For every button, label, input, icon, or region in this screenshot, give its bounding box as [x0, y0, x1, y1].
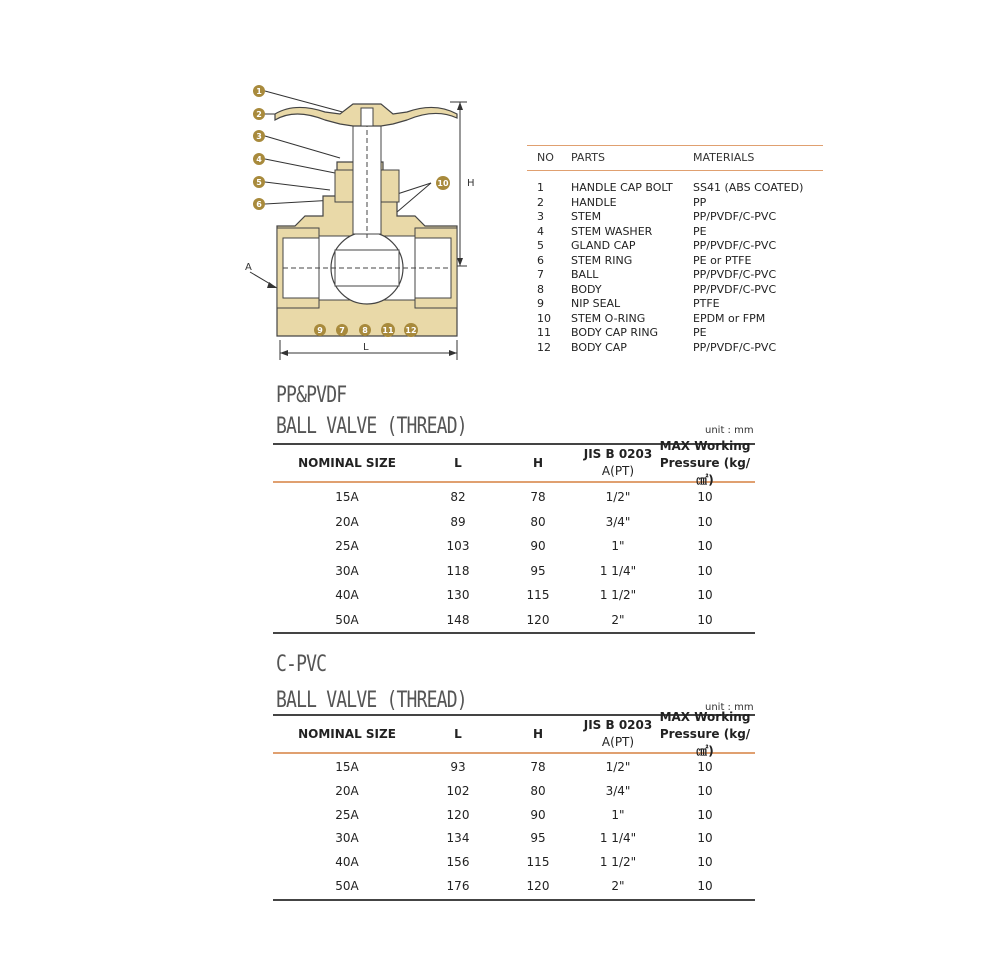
- part-material: PE: [693, 326, 707, 339]
- header-jis: JIS B 0203 A(PT): [583, 718, 653, 749]
- header-l: L: [454, 727, 462, 741]
- cell-size: 25A: [335, 539, 359, 553]
- parts-row: [527, 341, 823, 356]
- parts-rows: [527, 181, 823, 355]
- parts-row: [527, 297, 823, 312]
- cell-l: 134: [446, 831, 470, 846]
- parts-row: [527, 239, 823, 254]
- cell-pt: 1/2": [605, 760, 631, 774]
- table-row: [273, 608, 755, 633]
- cell-h: 115: [526, 855, 550, 870]
- callout-4: [253, 153, 265, 165]
- parts-row: [527, 268, 823, 283]
- section1-title1: PP&PVDF: [276, 383, 347, 408]
- cell-l: 82: [450, 490, 466, 504]
- table-row: [273, 851, 755, 875]
- cell-pressure: 10: [697, 831, 713, 846]
- cell-pt: 3/4": [605, 783, 631, 798]
- svg-text:6: 6: [256, 200, 262, 209]
- svg-text:12: 12: [405, 326, 417, 335]
- parts-table: [527, 145, 823, 355]
- dim-a-label: A: [245, 262, 252, 273]
- part-material: SS41 (ABS COATED): [693, 181, 804, 194]
- part-name: GLAND CAP: [571, 239, 636, 252]
- svg-text:2: 2: [256, 110, 262, 119]
- cell-l: 89: [450, 514, 466, 529]
- spec-table-1-body: [273, 483, 755, 632]
- header-l: L: [454, 456, 462, 470]
- callout-2: [253, 108, 265, 120]
- part-material: EPDM or FPM: [693, 311, 766, 325]
- callout-5: [253, 176, 265, 188]
- parts-row: [527, 283, 823, 298]
- header-parts: PARTS: [571, 151, 605, 164]
- cell-size: 30A: [335, 831, 359, 846]
- callout-9: [314, 324, 326, 336]
- callout-8: [359, 324, 371, 336]
- cell-h: 78: [530, 490, 546, 504]
- spec-table-2: [273, 709, 755, 901]
- part-no: 12: [537, 340, 551, 354]
- spec-table-1-header: [273, 438, 755, 487]
- svg-text:4: 4: [256, 155, 262, 164]
- cell-pt: 1 1/2": [599, 855, 637, 870]
- cell-size: 30A: [335, 563, 359, 578]
- cell-pressure: 10: [697, 514, 713, 529]
- cell-pressure: 10: [697, 760, 713, 774]
- cell-size: 40A: [335, 588, 359, 602]
- part-name: BODY CAP: [571, 340, 627, 354]
- cell-size: 15A: [335, 760, 359, 774]
- svg-text:1: 1: [256, 87, 262, 96]
- header-nominal: NOMINAL SIZE: [298, 456, 396, 470]
- dim-l-label: L: [363, 342, 369, 353]
- part-material: PP/PVDF/C-PVC: [693, 282, 777, 296]
- section2-title1: C-PVC: [276, 652, 327, 677]
- cell-pressure: 10: [697, 539, 713, 553]
- header-nominal: NOMINAL SIZE: [298, 727, 396, 741]
- table-row: [273, 510, 755, 535]
- part-material: PP/PVDF/C-PVC: [693, 268, 777, 281]
- svg-text:11: 11: [382, 326, 394, 335]
- part-name: STEM RING: [571, 253, 633, 267]
- spec-table-1: [273, 438, 755, 634]
- dim-h-label: H: [467, 178, 475, 189]
- part-no: 9: [537, 297, 544, 310]
- header-h: H: [532, 727, 544, 741]
- cell-pt: 1": [611, 539, 625, 553]
- part-no: 7: [537, 268, 544, 281]
- cell-h: 90: [530, 807, 546, 822]
- cell-pt: 1 1/4": [599, 831, 637, 846]
- table-row: [273, 559, 755, 584]
- cell-l: 102: [446, 783, 470, 798]
- table-row: [273, 485, 755, 510]
- svg-text:10: 10: [437, 179, 449, 188]
- cell-h: 78: [530, 760, 546, 774]
- cell-h: 120: [526, 878, 550, 893]
- parts-row: [527, 312, 823, 327]
- cell-h: 120: [526, 612, 550, 627]
- cell-size: 25A: [335, 807, 359, 822]
- section1-title2: BALL VALVE (THREAD): [276, 414, 467, 439]
- part-no: 11: [537, 326, 551, 339]
- parts-header: [527, 146, 823, 170]
- cell-pressure: 10: [697, 563, 713, 578]
- cell-l: 103: [446, 539, 470, 553]
- part-no: 2: [537, 195, 544, 209]
- header-jis: JIS B 0203 A(PT): [583, 447, 653, 478]
- callout-1: [253, 85, 265, 97]
- svg-text:9: 9: [317, 326, 323, 335]
- table-row: [273, 534, 755, 559]
- part-no: 10: [537, 311, 551, 325]
- part-name: NIP SEAL: [571, 297, 621, 310]
- callout-10: [436, 176, 450, 190]
- part-material: PE: [693, 224, 707, 238]
- header-materials: MATERIALS: [693, 151, 755, 164]
- part-name: BALL: [571, 268, 599, 281]
- spec-table-2-header: [273, 709, 755, 758]
- part-name: STEM O-RING: [571, 311, 646, 325]
- svg-text:3: 3: [256, 132, 262, 141]
- cell-l: 93: [450, 760, 466, 774]
- parts-row: [527, 196, 823, 211]
- cell-pressure: 10: [697, 855, 713, 870]
- callout-11: [381, 323, 395, 337]
- cell-pressure: 10: [697, 783, 713, 798]
- table-row: [273, 780, 755, 804]
- cell-l: 176: [446, 878, 470, 893]
- cell-l: 118: [446, 563, 470, 578]
- cell-pt: 1 1/2": [599, 588, 637, 602]
- section2-title2: BALL VALVE (THREAD): [276, 688, 467, 713]
- cell-pt: 1/2": [605, 490, 631, 504]
- part-material: PE or PTFE: [693, 253, 752, 267]
- part-name: HANDLE CAP BOLT: [571, 181, 673, 194]
- cell-h: 95: [530, 563, 546, 578]
- part-no: 3: [537, 210, 544, 223]
- spec-table-2-body: [273, 754, 755, 899]
- section1-unit: unit : mm: [705, 425, 754, 436]
- cell-size: 20A: [335, 514, 359, 529]
- parts-row: [527, 254, 823, 269]
- part-material: PP/PVDF/C-PVC: [693, 239, 777, 252]
- table-row: [273, 875, 755, 899]
- cell-h: 95: [530, 831, 546, 846]
- callout-7: [336, 324, 348, 336]
- part-no: 6: [537, 253, 544, 267]
- header-h: H: [532, 456, 544, 470]
- part-no: 5: [537, 239, 544, 252]
- cell-size: 50A: [335, 612, 359, 627]
- cell-size: 40A: [335, 855, 359, 870]
- cell-pt: 2": [611, 612, 625, 627]
- cell-size: 50A: [335, 878, 359, 893]
- cell-h: 90: [530, 539, 546, 553]
- valve-diagram: [235, 78, 485, 368]
- section2-unit: unit : mm: [705, 702, 754, 713]
- cell-l: 148: [446, 612, 470, 627]
- part-name: HANDLE: [571, 195, 617, 209]
- cell-pt: 3/4": [605, 514, 631, 529]
- callout-6: [253, 198, 265, 210]
- part-material: PP: [693, 195, 707, 209]
- part-material: PP/PVDF/C-PVC: [693, 340, 777, 354]
- cell-l: 156: [446, 855, 470, 870]
- cell-h: 80: [530, 514, 546, 529]
- part-no: 1: [537, 181, 544, 194]
- part-material: PP/PVDF/C-PVC: [693, 210, 777, 223]
- parts-row: [527, 181, 823, 196]
- svg-text:7: 7: [339, 326, 345, 335]
- cell-pressure: 10: [697, 807, 713, 822]
- parts-header-rule: [527, 170, 823, 171]
- parts-row: [527, 326, 823, 341]
- cell-l: 130: [446, 588, 470, 602]
- header-max: MAX Working Pressure (kg/㎠): [659, 709, 751, 758]
- cell-pt: 1": [611, 807, 625, 822]
- callout-12: [404, 323, 418, 337]
- table-row: [273, 583, 755, 608]
- part-name: BODY: [571, 282, 602, 296]
- part-name: STEM WASHER: [571, 224, 653, 238]
- table-row: [273, 804, 755, 828]
- cell-h: 80: [530, 783, 546, 798]
- cell-pressure: 10: [697, 612, 713, 627]
- cell-pt: 2": [611, 878, 625, 893]
- svg-text:8: 8: [362, 326, 368, 335]
- table-row: [273, 827, 755, 851]
- table-row: [273, 756, 755, 780]
- svg-text:5: 5: [256, 178, 262, 187]
- cell-pressure: 10: [697, 878, 713, 893]
- cell-pressure: 10: [697, 490, 713, 504]
- part-no: 8: [537, 282, 544, 296]
- part-no: 4: [537, 224, 544, 238]
- part-name: BODY CAP RING: [571, 326, 659, 339]
- cell-h: 115: [526, 588, 550, 602]
- cell-pt: 1 1/4": [599, 563, 637, 578]
- cell-size: 15A: [335, 490, 359, 504]
- header-no: NO: [537, 151, 554, 164]
- parts-row: [527, 210, 823, 225]
- parts-row: [527, 225, 823, 240]
- part-name: STEM: [571, 210, 602, 223]
- cell-size: 20A: [335, 783, 359, 798]
- cell-l: 120: [446, 807, 470, 822]
- part-material: PTFE: [693, 297, 720, 310]
- header-max: MAX Working Pressure (kg/㎠): [659, 438, 751, 487]
- callout-3: [253, 130, 265, 142]
- cell-pressure: 10: [697, 588, 713, 602]
